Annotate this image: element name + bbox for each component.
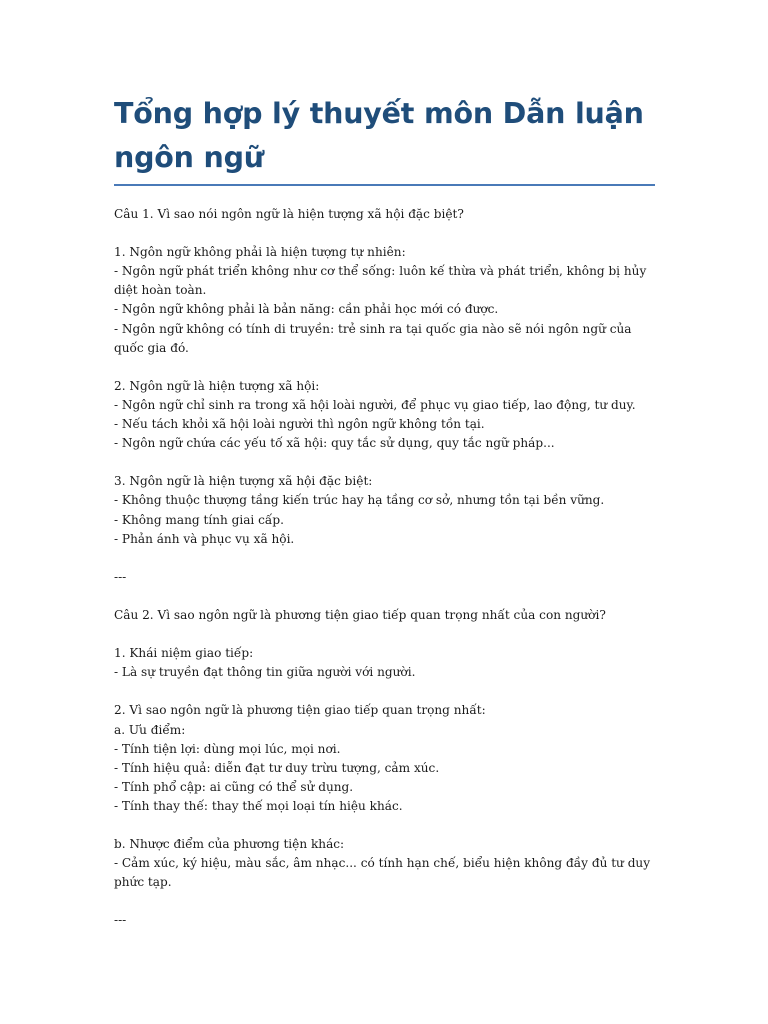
separator: --- bbox=[114, 569, 127, 584]
separator: --- bbox=[114, 913, 127, 928]
paragraph-line: - Là sự truyền đạt thông tin giữa người với người. bbox=[114, 665, 416, 680]
question-heading: Câu 1. Vì sao nói ngôn ngữ là hiện tượng xã hội đặc biệt? bbox=[114, 207, 464, 221]
blank-line bbox=[114, 587, 655, 606]
paragraph-line: - Cảm xúc, ký hiệu, màu sắc, âm nhạc... có tính hạn chế, biểu hiện không đầy đủ tư duy phức tạp. bbox=[114, 856, 651, 890]
question-heading: Câu 2. Vì sao ngôn ngữ là phương tiện giao tiếp quan trọng nhất của con người? bbox=[114, 607, 606, 622]
paragraph-line: - Tính thay thế: thay thế mọi loại tín hiệu khác. bbox=[114, 798, 403, 813]
document-title: Tổng hợp lý thuyết môn Dẫn luận ngôn ngữ bbox=[114, 92, 655, 186]
paragraph-line: - Phản ánh và phục vụ xã hội. bbox=[114, 531, 295, 546]
paragraph-line: 2. Vì sao ngôn ngữ là phương tiện giao tiếp quan trọng nhất: bbox=[114, 703, 486, 718]
blank-line bbox=[114, 892, 655, 911]
paragraph-line: - Ngôn ngữ chỉ sinh ra trong xã hội loài người, để phục vụ giao tiếp, lao động, tư duy. bbox=[114, 397, 636, 412]
paragraph-line: 1. Ngôn ngữ không phải là hiện tượng tự nhiên: bbox=[114, 245, 406, 260]
paragraph-line: - Ngôn ngữ không có tính di truyền: trẻ sinh ra tại quốc gia nào sẽ nói ngôn ngữ của quốc gia đó. bbox=[114, 321, 632, 355]
blank-line bbox=[114, 682, 655, 701]
paragraph-line: 3. Ngôn ngữ là hiện tượng xã hội đặc biệt: bbox=[114, 474, 373, 489]
paragraph-line: - Ngôn ngữ phát triển không như cơ thể sống: luôn kế thừa và phát triển, không bị hủy diệt hoàn toàn. bbox=[114, 264, 647, 298]
paragraph-line: 1. Khái niệm giao tiếp: bbox=[114, 646, 254, 661]
paragraph-line: - Ngôn ngữ chứa các yếu tố xã hội: quy tắc sử dụng, quy tắc ngữ pháp... bbox=[114, 436, 555, 451]
blank-line bbox=[114, 816, 655, 835]
blank-line bbox=[114, 625, 655, 644]
paragraph-line: - Nếu tách khỏi xã hội loài người thì ngôn ngữ không tồn tại. bbox=[114, 417, 485, 432]
blank-line bbox=[114, 453, 655, 472]
paragraph-line: b. Nhược điểm của phương tiện khác: bbox=[114, 837, 345, 852]
paragraph-line: - Không thuộc thượng tầng kiến trúc hay hạ tầng cơ sở, nhưng tồn tại bền vững. bbox=[114, 493, 605, 508]
paragraph-line: a. Ưu điểm: bbox=[114, 722, 186, 737]
blank-line bbox=[114, 224, 655, 243]
paragraph-line: - Tính tiện lợi: dùng mọi lúc, mọi nơi. bbox=[114, 741, 341, 756]
blank-line bbox=[114, 549, 655, 568]
paragraph-line: - Ngôn ngữ không phải là bản năng: cần phải học mới có được. bbox=[114, 302, 499, 317]
document-body bbox=[114, 205, 655, 931]
paragraph-line: - Tính phổ cập: ai cũng có thể sử dụng. bbox=[114, 779, 354, 794]
paragraph-line: - Tính hiệu quả: diễn đạt tư duy trừu tượng, cảm xúc. bbox=[114, 760, 440, 775]
document-page bbox=[114, 92, 655, 931]
paragraph-line: - Không mang tính giai cấp. bbox=[114, 512, 284, 527]
paragraph-line: 2. Ngôn ngữ là hiện tượng xã hội: bbox=[114, 378, 320, 393]
blank-line bbox=[114, 358, 655, 377]
